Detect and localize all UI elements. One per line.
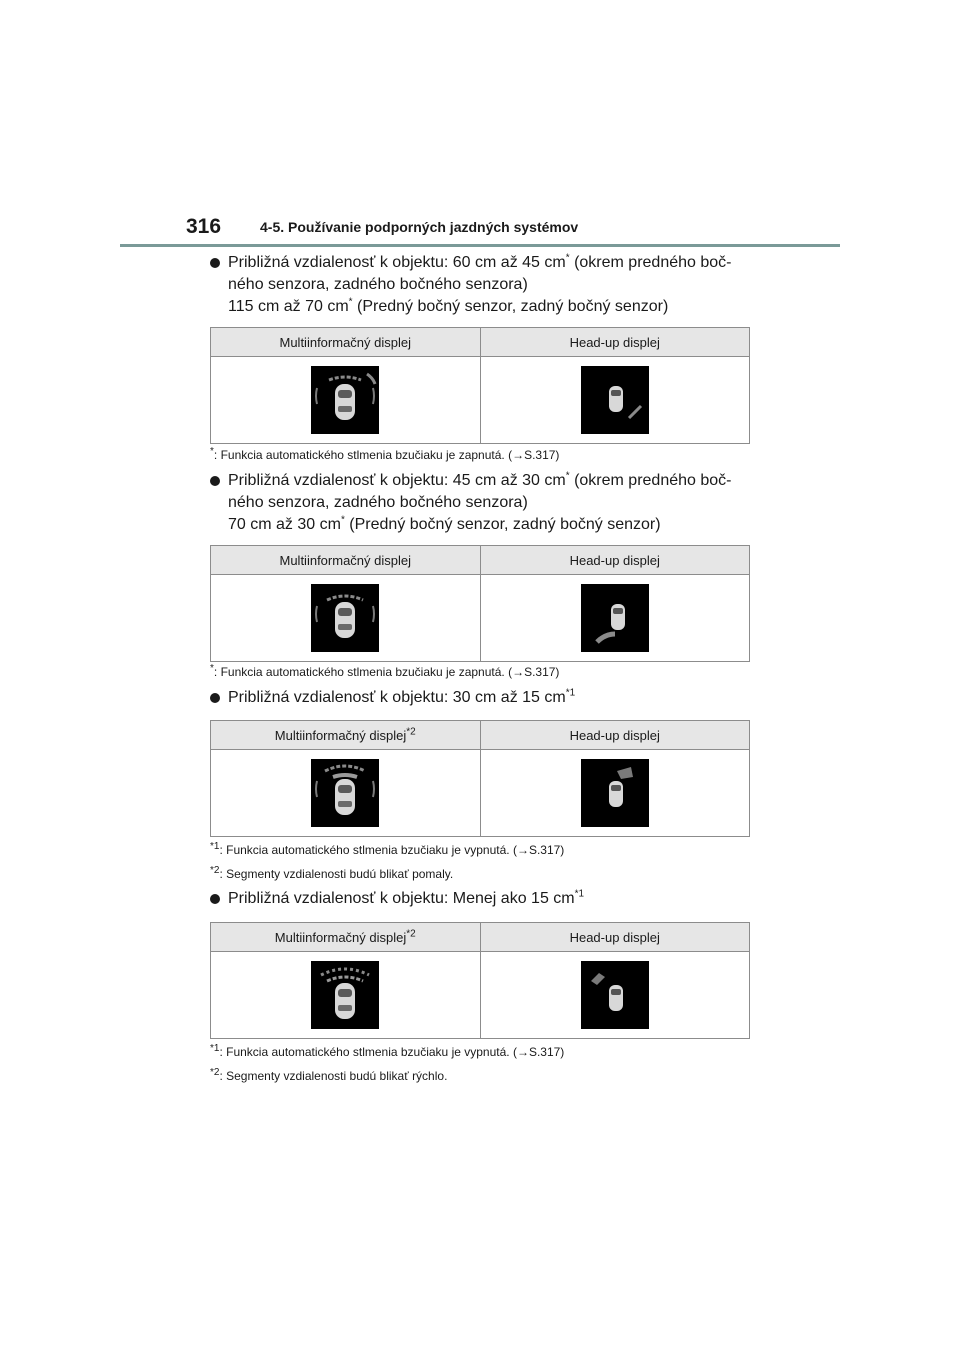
multi-display-cell [211,357,481,444]
bullet-icon [210,894,220,904]
car-parking-sensor-display-icon [581,961,649,1029]
footnote-mark: *1 [574,888,585,900]
bullet-distance-4 [210,888,770,910]
footnote-mark: * [340,514,345,526]
footnote: $^{*2}$: Segmenty vzdialenosti budú blikať pomaly. [210,865,454,881]
footnote: *: Funkcia automatického stlmenia bzučiaku je zapnutá. (→S.317) [210,663,560,679]
display-table-2 [210,545,750,662]
car-parking-sensor-display-icon [311,584,379,652]
col-header-multi: Multiinformačný displej [211,546,481,575]
bullet-icon [210,693,220,703]
bullet-distance-1 [210,252,770,318]
bullet-text: (okrem predného boč- [569,472,732,489]
footnote: $^{*2}$: Segmenty vzdialenosti budú blikať rýchlo. [210,1067,448,1083]
multi-display-cell [211,952,481,1039]
col-header-hud: Head-up displej [480,328,750,357]
section-title: 4-5. Používanie podporných jazdných systémov [260,219,579,235]
footnote-mark: *1 [565,687,576,699]
bullet-text: Približná vzdialenosť k objektu: 30 cm až 15 cm [228,689,566,706]
bullet-icon [210,258,220,268]
footnote: $^{*1}$: Funkcia automatického stlmenia bzučiaku je vypnutá. (→S.317) [210,1043,565,1059]
bullet-distance-2 [210,470,770,536]
col-header-hud: Head-up displej [480,546,750,575]
hud-display-cell [480,357,750,444]
car-parking-sensor-display-icon [581,366,649,434]
hud-display-cell [480,952,750,1039]
car-parking-sensor-display-icon [311,759,379,827]
hud-display-cell [480,750,750,837]
multi-display-cell [211,750,481,837]
bullet-text: ného senzora, zadného bočného senzora) [228,494,528,511]
footnote-mark: * [348,296,353,308]
col-header-multi: Multiinformačný displej [211,328,481,357]
bullet-text: ného senzora, zadného bočného senzora) [228,276,528,293]
bullet-text: Približná vzdialenosť k objektu: 45 cm až 30 cm [228,472,566,489]
col-header-hud: Head-up displej [480,721,750,750]
col-header-hud: Head-up displej [480,923,750,952]
page-header [0,0,960,250]
display-table-3 [210,720,750,837]
col-header-multi: Multiinformačný displej$^{*2}$ [211,923,481,952]
footnote-mark: * [565,470,570,482]
bullet-text: (Predný bočný senzor, zadný bočný senzor) [352,298,669,315]
bullet-text: Približná vzdialenosť k objektu: Menej ako 15 cm [228,890,575,907]
page-number: 316 [186,215,222,238]
car-parking-sensor-display-icon [581,584,649,652]
hud-display-cell [480,575,750,662]
bullet-text: (Predný bočný senzor, zadný bočný senzor) [344,516,661,533]
car-parking-sensor-display-icon [581,759,649,827]
multi-display-cell [211,575,481,662]
footnote: *: Funkcia automatického stlmenia bzučiaku je zapnutá. (→S.317) [210,446,560,462]
footnote-mark: * [565,252,570,264]
car-parking-sensor-display-icon [311,961,379,1029]
display-table-4 [210,922,750,1039]
bullet-text: 115 cm až 70 cm [228,298,349,315]
footnote: $^{*1}$: Funkcia automatického stlmenia bzučiaku je vypnutá. (→S.317) [210,841,565,857]
header-divider [120,244,840,247]
bullet-text: 70 cm až 30 cm [228,516,341,533]
bullet-distance-3 [210,687,770,709]
col-header-multi: Multiinformačný displej$^{*2}$ [211,721,481,750]
display-table-1 [210,327,750,444]
car-parking-sensor-display-icon [311,366,379,434]
bullet-text: (okrem predného boč- [569,254,732,271]
bullet-icon [210,476,220,486]
bullet-text: Približná vzdialenosť k objektu: 60 cm až 45 cm [228,254,566,271]
